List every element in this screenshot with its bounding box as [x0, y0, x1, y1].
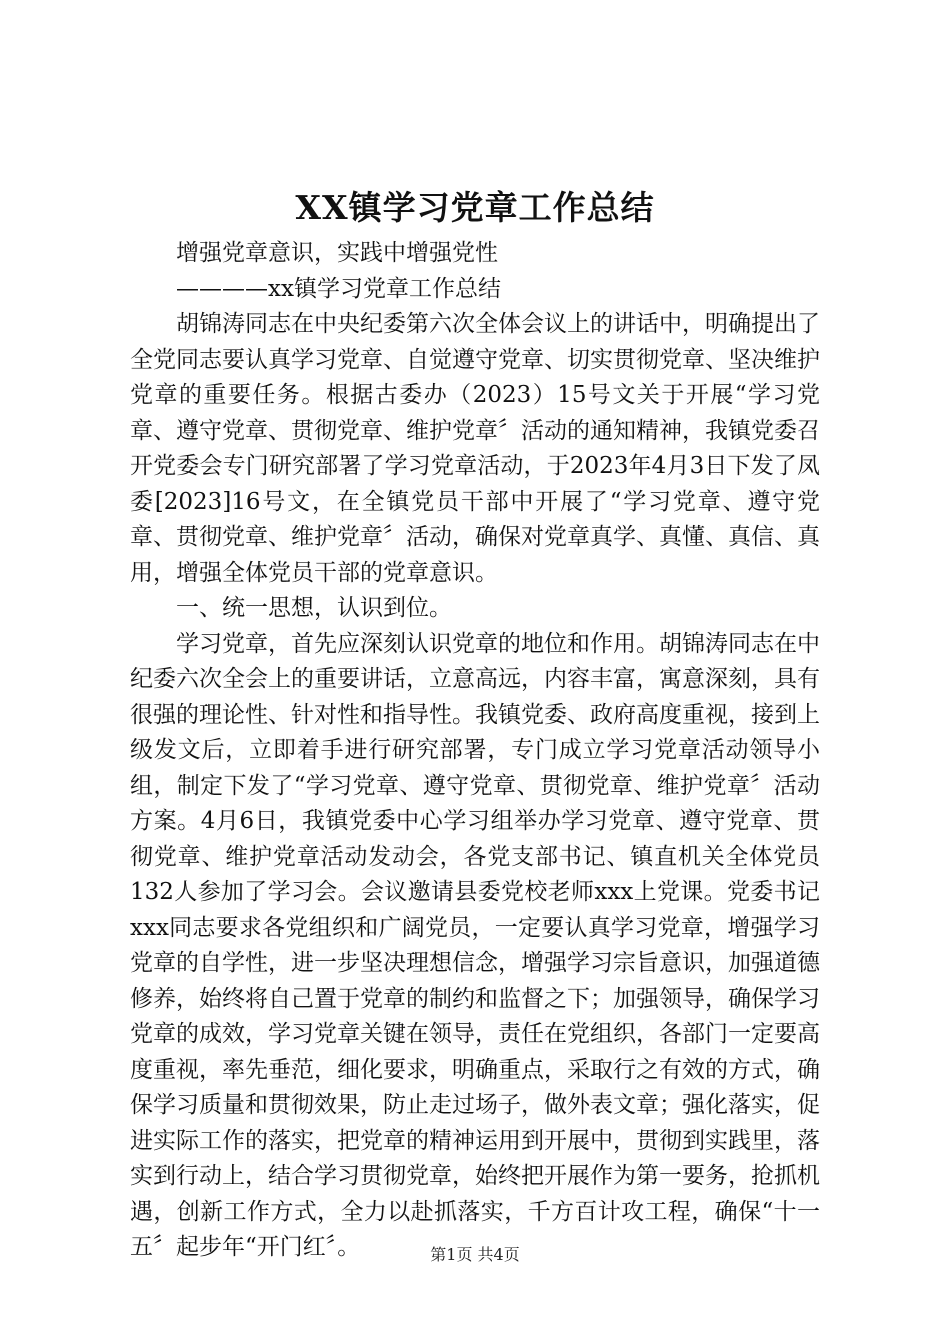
page-number: 第1页 共4页	[430, 1245, 520, 1264]
document-title: XX镇学习党章工作总结	[295, 188, 655, 227]
section-heading: 一、统一思想，认识到位。	[176, 595, 452, 621]
paragraph-intro: 胡锦涛同志在中央纪委第六次全体会议上的讲话中，明确提出了全党同志要认真学习党章、自觉遵守党章、切实贯彻党章、坚决维护党章的重要任务。根据古委办（2023）15号文关于开展“学习党章、遵守党章、贯彻党章、维护党章〞活动的通知精神，我镇党委召开党委会专门研究部署了学习党章活动，于2023年4月3日下发了凤委[2023]16号文，在全镇党员干部中开展了“学习党章、遵守党章、贯彻党章、维护党章〞活动，确保对党章真学、真懂、真信、真用，增强全体党员干部的党章意识。	[130, 311, 820, 586]
paragraph-section-one: 学习党章，首先应深刻认识党章的地位和作用。胡锦涛同志在中纪委六次全会上的重要讲话，立意高远，内容丰富，寓意深刻，具有很强的理论性、针对性和指导性。我镇党委、政府高度重视，接到上级发文后，立即着手进行研究部署，专门成立学习党章活动领导小组，制定下发了“学习党章、遵守党章、贯彻党章、维护党章〞活动方案。4月6日，我镇党委中心学习组举办学习党章、遵守党章、贯彻党章、维护党章活动发动会，各党支部书记、镇直机关全体党员132人参加了学习会。会议邀请县委党校老师xxx上党课。党委书记xxx同志要求各党组织和广阔党员，一定要认真学习党章，增强学习党章的自学性，进一步坚决理想信念，增强学习宗旨意识，加强道德修养，始终将自己置于党章的制约和监督之下；加强领导，确保学习党章的成效，学习党章关键在领导，责任在党组织，各部门一定要高度重视，率先垂范，细化要求，明确重点，采取行之有效的方式，确保学习质量和贯彻效果，防止走过场子，做外表文章；强化落实，促进实际工作的落实，把党章的精神运用到开展中，贯彻到实践里，落实到行动上，结合学习贯彻党章，始终把开展作为第一要务，抢抓机遇，创新工作方式，全力以赴抓落实，千方百计攻工程，确保“十一五〞起步年“开门红〞。	[130, 630, 820, 1260]
document-subtitle: 增强党章意识，实践中增强党性	[176, 240, 498, 266]
document-body	[130, 236, 820, 1266]
document-subtitle-source: ————xx镇学习党章工作总结	[176, 275, 501, 302]
